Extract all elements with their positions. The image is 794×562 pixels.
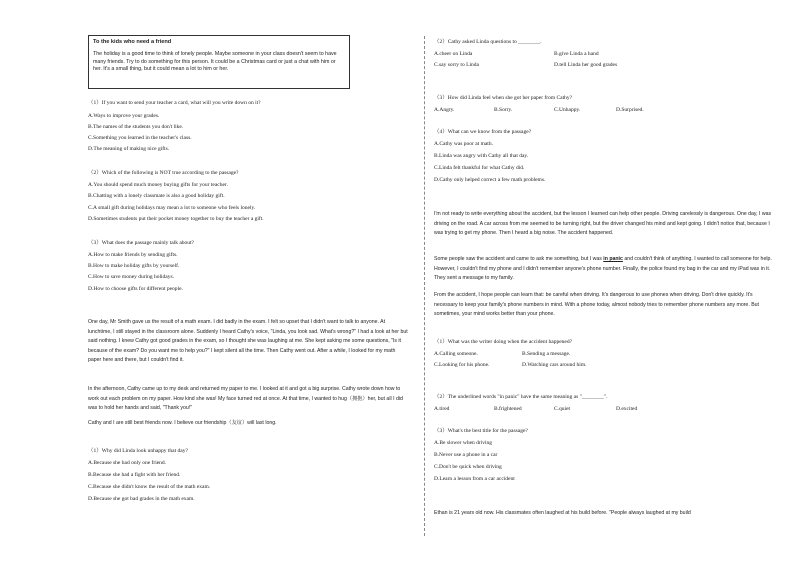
story-paragraph-1: One day, Mr Smith gave us the result of a math exam. I did badly in the exam. I felt so upset that I didn't want to talk to anyone. At lunchtime, I still stayed in the classroom alone. Suddenly I heard Cathy's voice, "Linda, you look sad. What's wrong?" I had a look at her but said nothing. I knew Cathy got good grades in the exam, so I thought she was laughing at me. She kept asking me some questions, "Is it because of the exam? Do you want me to help you?" I kept silent all the time. Then Cathy went out. After a while, I looked for my math paper here and there, but I couldn't find it. (88, 319, 408, 364)
option[interactable]: B.Linda was angry with Cathy all that day. (434, 153, 529, 159)
option[interactable]: A.Ways to improve your grades. (88, 113, 160, 119)
option[interactable]: A.Angry. (434, 107, 455, 113)
option[interactable]: A.cheer on Linda (434, 51, 473, 57)
option[interactable]: C.Something you learned in the teacher's class. (88, 135, 192, 141)
accident-paragraph-1: I'm not ready to write everything about the accident, but the lesson I learned can help other people. Driving carelessly is dangerous. One day, I was driving on the road. A car across from me seemed to be turning right, but the driver changed his mind and kept going. I didn't notice that, because I was trying to get my phone. Then I heard a big noise. The accident happened. (434, 211, 772, 237)
option[interactable]: D.Because she got bad grades in the math exam. (88, 496, 195, 502)
option[interactable]: A.Because she had only one friend. (88, 460, 167, 466)
option[interactable]: C.Looking for his phone. (434, 362, 490, 368)
option[interactable]: D.Cathy only helped correct a few math problems. (434, 177, 546, 183)
accident-question-1: （1）What was the writer doing when the accident happened? (434, 339, 573, 345)
accident-question-3: （3）What's the best title for the passage? (434, 428, 528, 434)
passage-text: The holiday is a good time to think of lonely people. Maybe someone in your class doesn't seem to have many friends. Try to do something for this person. It could be a Christmas card or just a chat with him or her. It's a small thing, but it could mean a lot to him or her. (93, 51, 337, 72)
option[interactable]: D.Watching cars around him. (522, 362, 587, 368)
option[interactable]: D.Surprised. (616, 107, 644, 113)
option[interactable]: B.Never use a phone in a car (434, 452, 498, 458)
option[interactable]: B.frightened (494, 406, 522, 412)
option[interactable]: C.Don't be quick when driving (434, 464, 502, 470)
option[interactable]: D.tell Linda her good grades (554, 62, 618, 68)
accident-question-2: （2）The underlined words "in panic" have the same meaning as "________". (434, 394, 608, 400)
option[interactable]: B.Sending a message. (522, 351, 571, 357)
accident-paragraph-2b: and couldn't think of anything. I wanted to call someone for help. However, I couldn't find my phone and I didn't remember anyone's phone number. Finally, the police found my bag in the car and my iPad was in it. They sent a message to my family. (434, 256, 772, 282)
story-question-2: （2）Cathy asked Linda questions to ________. (434, 39, 542, 45)
accident-paragraph-3: From the accident, I hope people can learn that: be careful when driving. It's dangerous to use phones when driving. Don't drive quickly. It's necessary to keep your family's phone numbers in mind. With a phone today, almost nobody tries to remember phone numbers any more. But sometimes, your mind works better than your phone. (434, 292, 759, 318)
option[interactable]: B.Chatting with a lonely classmate is also a good holiday gift. (88, 193, 225, 199)
option[interactable]: B.How to make holiday gifts by yourself. (88, 263, 180, 269)
option[interactable]: C.say sorry to Linda (434, 62, 479, 68)
story-question-3: （3）How did Linda feel when she got her paper from Cathy? (434, 95, 573, 101)
accident-paragraph-2 (434, 255, 774, 284)
option[interactable]: A.Be slower when driving (434, 440, 493, 446)
option[interactable]: A.Calling someone. (434, 351, 478, 357)
question-1: （1）If you want to send your teacher a card, what will you write down on it? (88, 100, 261, 106)
option[interactable]: B.Because she had a fight with her friend. (88, 472, 181, 478)
option[interactable]: D.How to choose gifts for different people. (88, 286, 183, 292)
option[interactable]: B.give Linda a hand (554, 51, 599, 57)
option[interactable]: A.How to make friends by sending gifts. (88, 252, 178, 258)
option[interactable]: B.Sorry. (494, 107, 513, 113)
story-paragraph-2: In the afternoon, Cathy came up to my desk and returned my paper to me. I looked at it and got a big surprise. Cathy wrote down how to work out each problem on my paper. How kind she was! My face turned red at once. At that time, I wanted to hug（拥抱）her, but all I did was to hold her hands and said, "Thank you!" (88, 386, 403, 412)
next-passage-start: Ethan is 21 years old now. His classmates often laughed at his build before. "People always laughed at my build (434, 510, 691, 516)
story-paragraph-3: Cathy and I are still best friends now. I believe our friendship（友谊）will last long. (88, 420, 277, 426)
option[interactable]: D.Learn a lesson from a car accident (434, 476, 515, 482)
story-question-4: （4）What can we know from the passage? (434, 129, 532, 135)
option[interactable]: D.The meaning of making nice gifts. (88, 146, 170, 152)
option[interactable]: C.Linda felt thankful for what Cathy did. (434, 165, 525, 171)
option[interactable]: C.How to save money during holidays. (88, 274, 175, 280)
column-divider (424, 36, 425, 536)
option[interactable]: D.Sometimes students put their pocket money together to buy the teacher a gift. (88, 216, 264, 222)
option[interactable]: C.A small gift during holidays may mean a lot to someone who feels lonely. (88, 205, 256, 211)
underlined-words: in panic (603, 256, 623, 262)
option[interactable]: A.Cathy was poor at math. (434, 141, 493, 147)
option[interactable]: D.excited (616, 406, 638, 412)
passage-box (88, 35, 350, 89)
accident-paragraph-2a: Some people saw the accident and came to ask me something, but I was (434, 256, 604, 262)
question-2: （2）Which of the following is NOT true according to the passage? (88, 170, 239, 176)
story-question-1: （1）Why did Linda look unhappy that day? (88, 448, 188, 454)
passage-title: To the kids who need a friend (93, 39, 172, 45)
question-3: （3）What does the passage mainly talk about? (88, 240, 194, 246)
option[interactable]: A.tired (434, 406, 450, 412)
option[interactable]: C.quiet (554, 406, 571, 412)
option[interactable]: B.The names of the students you don't like. (88, 124, 184, 130)
option[interactable]: C.Unhappy. (554, 107, 581, 113)
option[interactable]: C.Because she didn't know the result of the math exam. (88, 484, 211, 490)
option[interactable]: A.You should spend much money buying gifts for your teacher. (88, 182, 228, 188)
